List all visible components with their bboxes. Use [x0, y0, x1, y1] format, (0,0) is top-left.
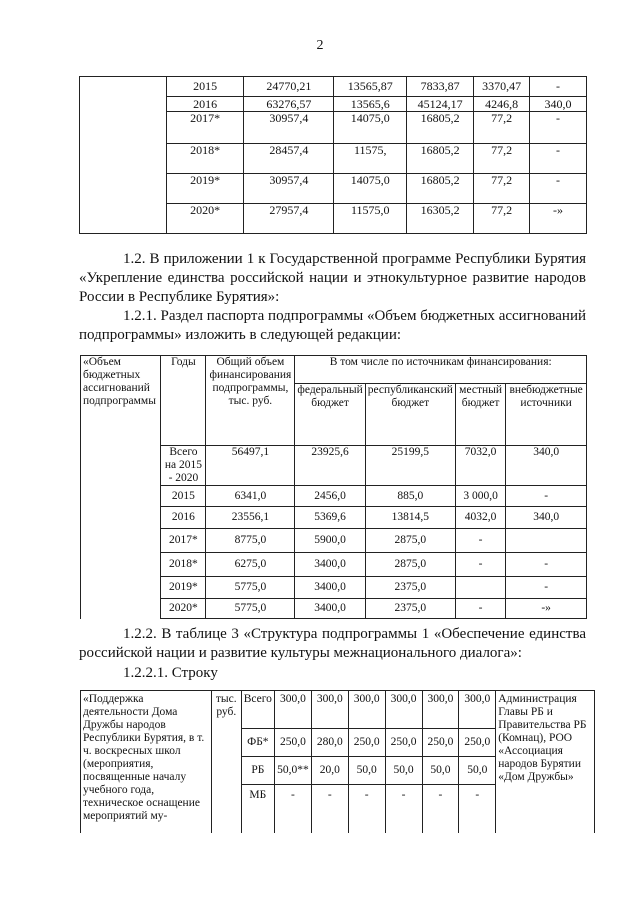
cell: 250,0 [459, 729, 496, 757]
activity-description: «Поддержка деятельности Дома Дружбы народов Республики Бурятия, в т. ч. воскресных школ (мероприятия, посвященные началу учебного года, техническое оснащение мероприятий му- [81, 691, 212, 833]
cell: - [459, 785, 496, 833]
cell: 20,0 [311, 757, 348, 785]
cell: 16805,2 [407, 112, 474, 144]
cell: 4032,0 [455, 507, 505, 529]
cell: - [455, 553, 505, 577]
cell: - [506, 486, 587, 507]
cell: 2015 [166, 77, 244, 97]
cell: 3400,0 [295, 599, 365, 619]
cell: 5775,0 [206, 599, 295, 619]
cell: 27957,4 [244, 204, 334, 234]
cell: 300,0 [385, 691, 422, 729]
cell: 250,0 [385, 729, 422, 757]
row-label: ФБ* [241, 729, 274, 757]
cell: 16805,2 [407, 174, 474, 204]
header-federal: федеральный бюджет [295, 384, 365, 446]
cell: 8775,0 [206, 529, 295, 553]
cell: 300,0 [311, 691, 348, 729]
cell: 30957,4 [244, 174, 334, 204]
cell: 2019* [161, 577, 206, 599]
header-local: местный бюджет [455, 384, 505, 446]
cell: - [311, 785, 348, 833]
cell: 77,2 [474, 204, 530, 234]
budget-allocation-table [80, 355, 587, 619]
cell: 4246,8 [474, 97, 530, 112]
cell: 77,2 [474, 144, 530, 174]
header-total: Общий объем финансирования подпрограммы, тыс. руб. [206, 356, 295, 446]
cell: 2018* [166, 144, 244, 174]
row-label: Всего [241, 691, 274, 729]
paragraph-1-2-2-1: 1.2.2.1. Строку [123, 665, 218, 681]
cell: 50,0 [348, 757, 385, 785]
cell [455, 577, 505, 599]
cell: 50,0** [274, 757, 311, 785]
cell: 5369,6 [295, 507, 365, 529]
cell: - [422, 785, 459, 833]
cell: 11575,0 [334, 204, 407, 234]
cell: - [506, 577, 587, 599]
cell: 2016 [166, 97, 244, 112]
header-sources: В том числе по источникам финансирования: [295, 356, 587, 384]
cell: 3400,0 [295, 577, 365, 599]
cell: - [385, 785, 422, 833]
cell: 50,0 [459, 757, 496, 785]
cell: 77,2 [474, 174, 530, 204]
cell: -» [530, 204, 587, 234]
cell: 3400,0 [295, 553, 365, 577]
cell: 2875,0 [365, 529, 455, 553]
cell: 250,0 [422, 729, 459, 757]
cell: 3 000,0 [455, 486, 505, 507]
cell: 340,0 [506, 507, 587, 529]
cell: 11575, [334, 144, 407, 174]
cell: 13565,87 [334, 77, 407, 97]
cell: 2017* [166, 112, 244, 144]
cell: 16805,2 [407, 144, 474, 174]
cell: 280,0 [311, 729, 348, 757]
cell: - [455, 599, 505, 619]
subprogram-structure-row [80, 690, 595, 833]
cell: 14075,0 [334, 112, 407, 144]
cell: 13565,6 [334, 97, 407, 112]
paragraph-1-2-2: 1.2.2. В таблице 3 «Структура подпрограммы 1 «Обеспечение единства российской нации и развитие культуры межнационального диалога»: [79, 626, 586, 661]
cell: 2875,0 [365, 553, 455, 577]
cell: 2015 [161, 486, 206, 507]
cell: 45124,17 [407, 97, 474, 112]
cell: 6275,0 [206, 553, 295, 577]
cell: 56497,1 [206, 446, 295, 486]
cell: - [530, 174, 587, 204]
cell: Всего на 2015 - 2020 [161, 446, 206, 486]
cell: 2020* [161, 599, 206, 619]
page-number: 2 [316, 38, 324, 53]
cell: 2018* [161, 553, 206, 577]
cell: 63276,57 [244, 97, 334, 112]
cell: 300,0 [348, 691, 385, 729]
row-label: МБ [241, 785, 274, 833]
cell: 2016 [161, 507, 206, 529]
cell: - [530, 144, 587, 174]
cell: 2456,0 [295, 486, 365, 507]
cell: 5900,0 [295, 529, 365, 553]
cell: 24770,21 [244, 77, 334, 97]
cell: 250,0 [274, 729, 311, 757]
cell: - [530, 112, 587, 144]
cell: 250,0 [348, 729, 385, 757]
row-label: РБ [241, 757, 274, 785]
cell: 2375,0 [365, 577, 455, 599]
cell: 50,0 [385, 757, 422, 785]
cell: 300,0 [459, 691, 496, 729]
cell: - [455, 529, 505, 553]
header-years: Годы [161, 356, 206, 446]
cell: 16305,2 [407, 204, 474, 234]
cell: 5775,0 [206, 577, 295, 599]
cell: 2375,0 [365, 599, 455, 619]
unit-cell: тыс. руб. [211, 691, 241, 833]
paragraph-1-2: 1.2. В приложении 1 к Государственной программе Республики Бурятия «Укрепление единства российской нации и этнокультурное развитие народов России в Республике Бурятия»: [79, 251, 586, 305]
cell: 77,2 [474, 112, 530, 144]
executor-cell: Администрация Главы РБ и Правительства РБ (Комнац), РОО «Ассоциация народов Бурятии «Дом Дружбы» [496, 691, 595, 833]
cell: 340,0 [506, 446, 587, 486]
header-republic: республиканский бюджет [365, 384, 455, 446]
cell: 885,0 [365, 486, 455, 507]
cell: - [274, 785, 311, 833]
cell: 13814,5 [365, 507, 455, 529]
cell: 50,0 [422, 757, 459, 785]
cell: 3370,47 [474, 77, 530, 97]
cell: - [348, 785, 385, 833]
cell: 340,0 [530, 97, 587, 112]
cell: 300,0 [274, 691, 311, 729]
cell: 2020* [166, 204, 244, 234]
paragraph-1-2-1: 1.2.1. Раздел паспорта подпрограммы «Объем бюджетных ассигнований подпрограммы» изложить в следующей редакции: [79, 308, 586, 343]
cell: 7833,87 [407, 77, 474, 97]
section-label: «Объем бюджетных ассигнований подпрограммы [81, 356, 161, 619]
cell: 25199,5 [365, 446, 455, 486]
cell: 7032,0 [455, 446, 505, 486]
cell [506, 529, 587, 553]
empty-label-cell [80, 77, 167, 234]
cell: 14075,0 [334, 174, 407, 204]
cell: 2017* [161, 529, 206, 553]
cell: 6341,0 [206, 486, 295, 507]
cell: 2019* [166, 174, 244, 204]
cell: 28457,4 [244, 144, 334, 174]
financing-table-continuation [79, 76, 587, 234]
cell: 300,0 [422, 691, 459, 729]
cell: - [530, 77, 587, 97]
header-extra: внебюджетные источники [506, 384, 587, 446]
cell: 23925,6 [295, 446, 365, 486]
cell: 23556,1 [206, 507, 295, 529]
cell: - [506, 553, 587, 577]
cell: -» [506, 599, 587, 619]
cell: 30957,4 [244, 112, 334, 144]
